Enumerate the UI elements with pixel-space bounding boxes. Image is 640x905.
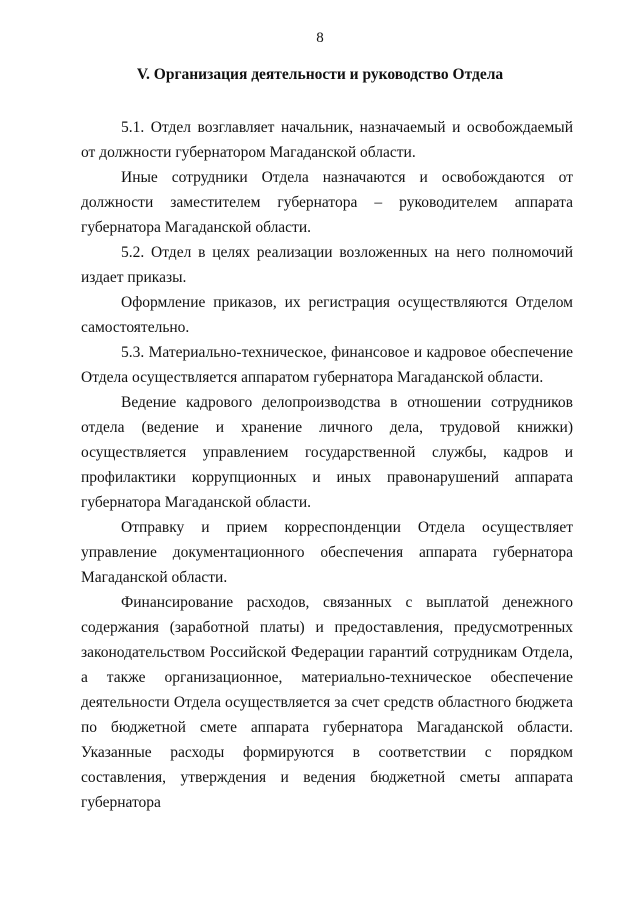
document-body [81, 115, 573, 815]
paragraph-orders-registration: Оформление приказов, их регистрация осуществляются Отделом самостоятельно. [81, 294, 573, 336]
paragraph-financing: Финансирование расходов, связанных с выплатой денежного содержания (заработной платы) и предоставления, предусмотренных законодательством Российской Федерации гарантий сотрудникам Отдела, а также организационное, материально-техническое обеспечение деятельности Отдела осуществляется за счет средств областного бюджета по бюджетной смете аппарата губернатора Магаданской области. Указанные расходы формируются в соответствии с порядком составления, утверждения и ведения бюджетной сметы аппарата губернатора [81, 594, 573, 811]
section-title: V. Организация деятельности и руководство Отдела [136, 66, 504, 83]
paragraph-5-3: 5.3. Материально-техническое, финансовое и кадровое обеспечение Отдела осуществляется аппаратом губернатора Магаданской области. [81, 344, 573, 386]
paragraph-personnel-records: Ведение кадрового делопроизводства в отношении сотрудников отдела (ведение и хранение личного дела, трудовой книжки) осуществляется управлением государственной службы, кадров и профилактики коррупционных и иных правонарушений аппарата губернатора Магаданской области. [81, 394, 573, 511]
page-number: 8 [316, 30, 324, 46]
paragraph-staff-appointment: Иные сотрудники Отдела назначаются и освобождаются от должности заместителем губернатора – руководителем аппарата губернатора Магаданской области. [81, 169, 573, 236]
paragraph-correspondence: Отправку и прием корреспонденции Отдела осуществляет управление документационного обеспечения аппарата губернатора Магаданской области. [81, 519, 573, 586]
paragraph-5-2: 5.2. Отдел в целях реализации возложенных на него полномочий издает приказы. [81, 244, 573, 286]
paragraph-5-1: 5.1. Отдел возглавляет начальник, назначаемый и освобождаемый от должности губернатором Магаданской области. [81, 119, 573, 161]
